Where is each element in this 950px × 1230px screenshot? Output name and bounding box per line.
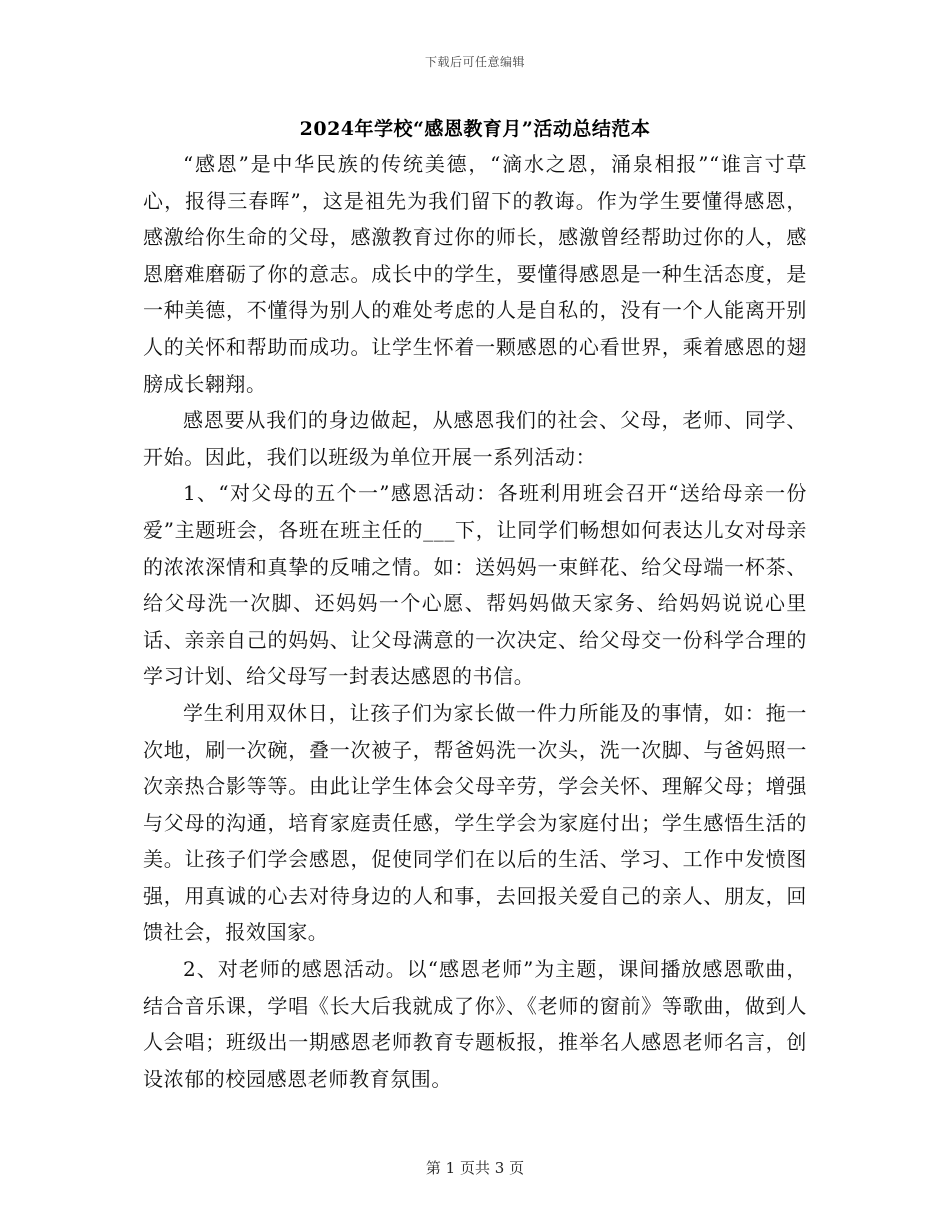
page-number-footer: 第 1 页共 3 页 [425, 1159, 525, 1177]
paragraph-start: 感恩要从我们的身边做起，从感恩我们的社会、父母，老师、同学、开始。因此，我们以班级为单位开展一系列活动： [143, 408, 807, 469]
paragraph-parents-activity: 1、“对父母的五个一”感恩活动：各班利用班会召开“送给母亲一份爱”主题班会，各班在班主任的___下，让同学们畅想如何表达儿女对母亲的浓浓深情和真挚的反哺之情。如：送妈妈一束鲜花、给父母端一杯茶、给父母洗一次脚、还妈妈一个心愿、帮妈妈做天家务、给妈妈说说心里话、亲亲自己的妈妈、让父母满意的一次决定、给父母交一份科学合理的学习计划、给父母写一封表达感恩的书信。 [143, 481, 807, 689]
document-body [143, 146, 807, 1097]
paragraph-teacher-activity: 2、对老师的感恩活动。以“感恩老师”为主题，课间播放感恩歌曲，结合音乐课，学唱《长大后我就成了你》、《老师的窗前》等歌曲，做到人人会唱；班级出一期感恩老师教育专题板报，推举名人感恩老师名言，创设浓郁的校园感恩老师教育氛围。 [143, 957, 807, 1091]
document-title: 2024年学校“感恩教育月”活动总结范本 [299, 118, 651, 140]
header-note: 下载后可任意编辑 [424, 55, 525, 69]
paragraph-weekend-activity: 学生利用双休日，让孩子们为家长做一件力所能及的事情，如：拖一次地，刷一次碗，叠一次被子，帮爸妈洗一次头，洗一次脚、与爸妈照一次亲热合影等等。由此让学生体会父母辛劳，学会关怀、理解父母；增强与父母的沟通，培育家庭责任感，学生学会为家庭付出；学生感悟生活的美。让孩子们学会感恩，促使同学们在以后的生活、学习、工作中发愤图强，用真诚的心去对待身边的人和事，去回报关爱自己的亲人、朋友，回馈社会，报效国家。 [143, 700, 807, 945]
paragraph-intro: “感恩”是中华民族的传统美德，“滴水之恩，涌泉相报”“谁言寸草心，报得三春晖”，这是祖先为我们留下的教诲。作为学生要懂得感恩，感激给你生命的父母，感激教育过你的师长，感激曾经帮助过你的人，感恩磨难磨砺了你的意志。成长中的学生，要懂得感恩是一种生活态度，是一种美德，不懂得为别人的难处考虑的人是自私的，没有一个人能离开别人的关怀和帮助而成功。让学生怀着一颗感恩的心看世界，乘着感恩的翅膀成长翱翔。 [143, 152, 807, 396]
